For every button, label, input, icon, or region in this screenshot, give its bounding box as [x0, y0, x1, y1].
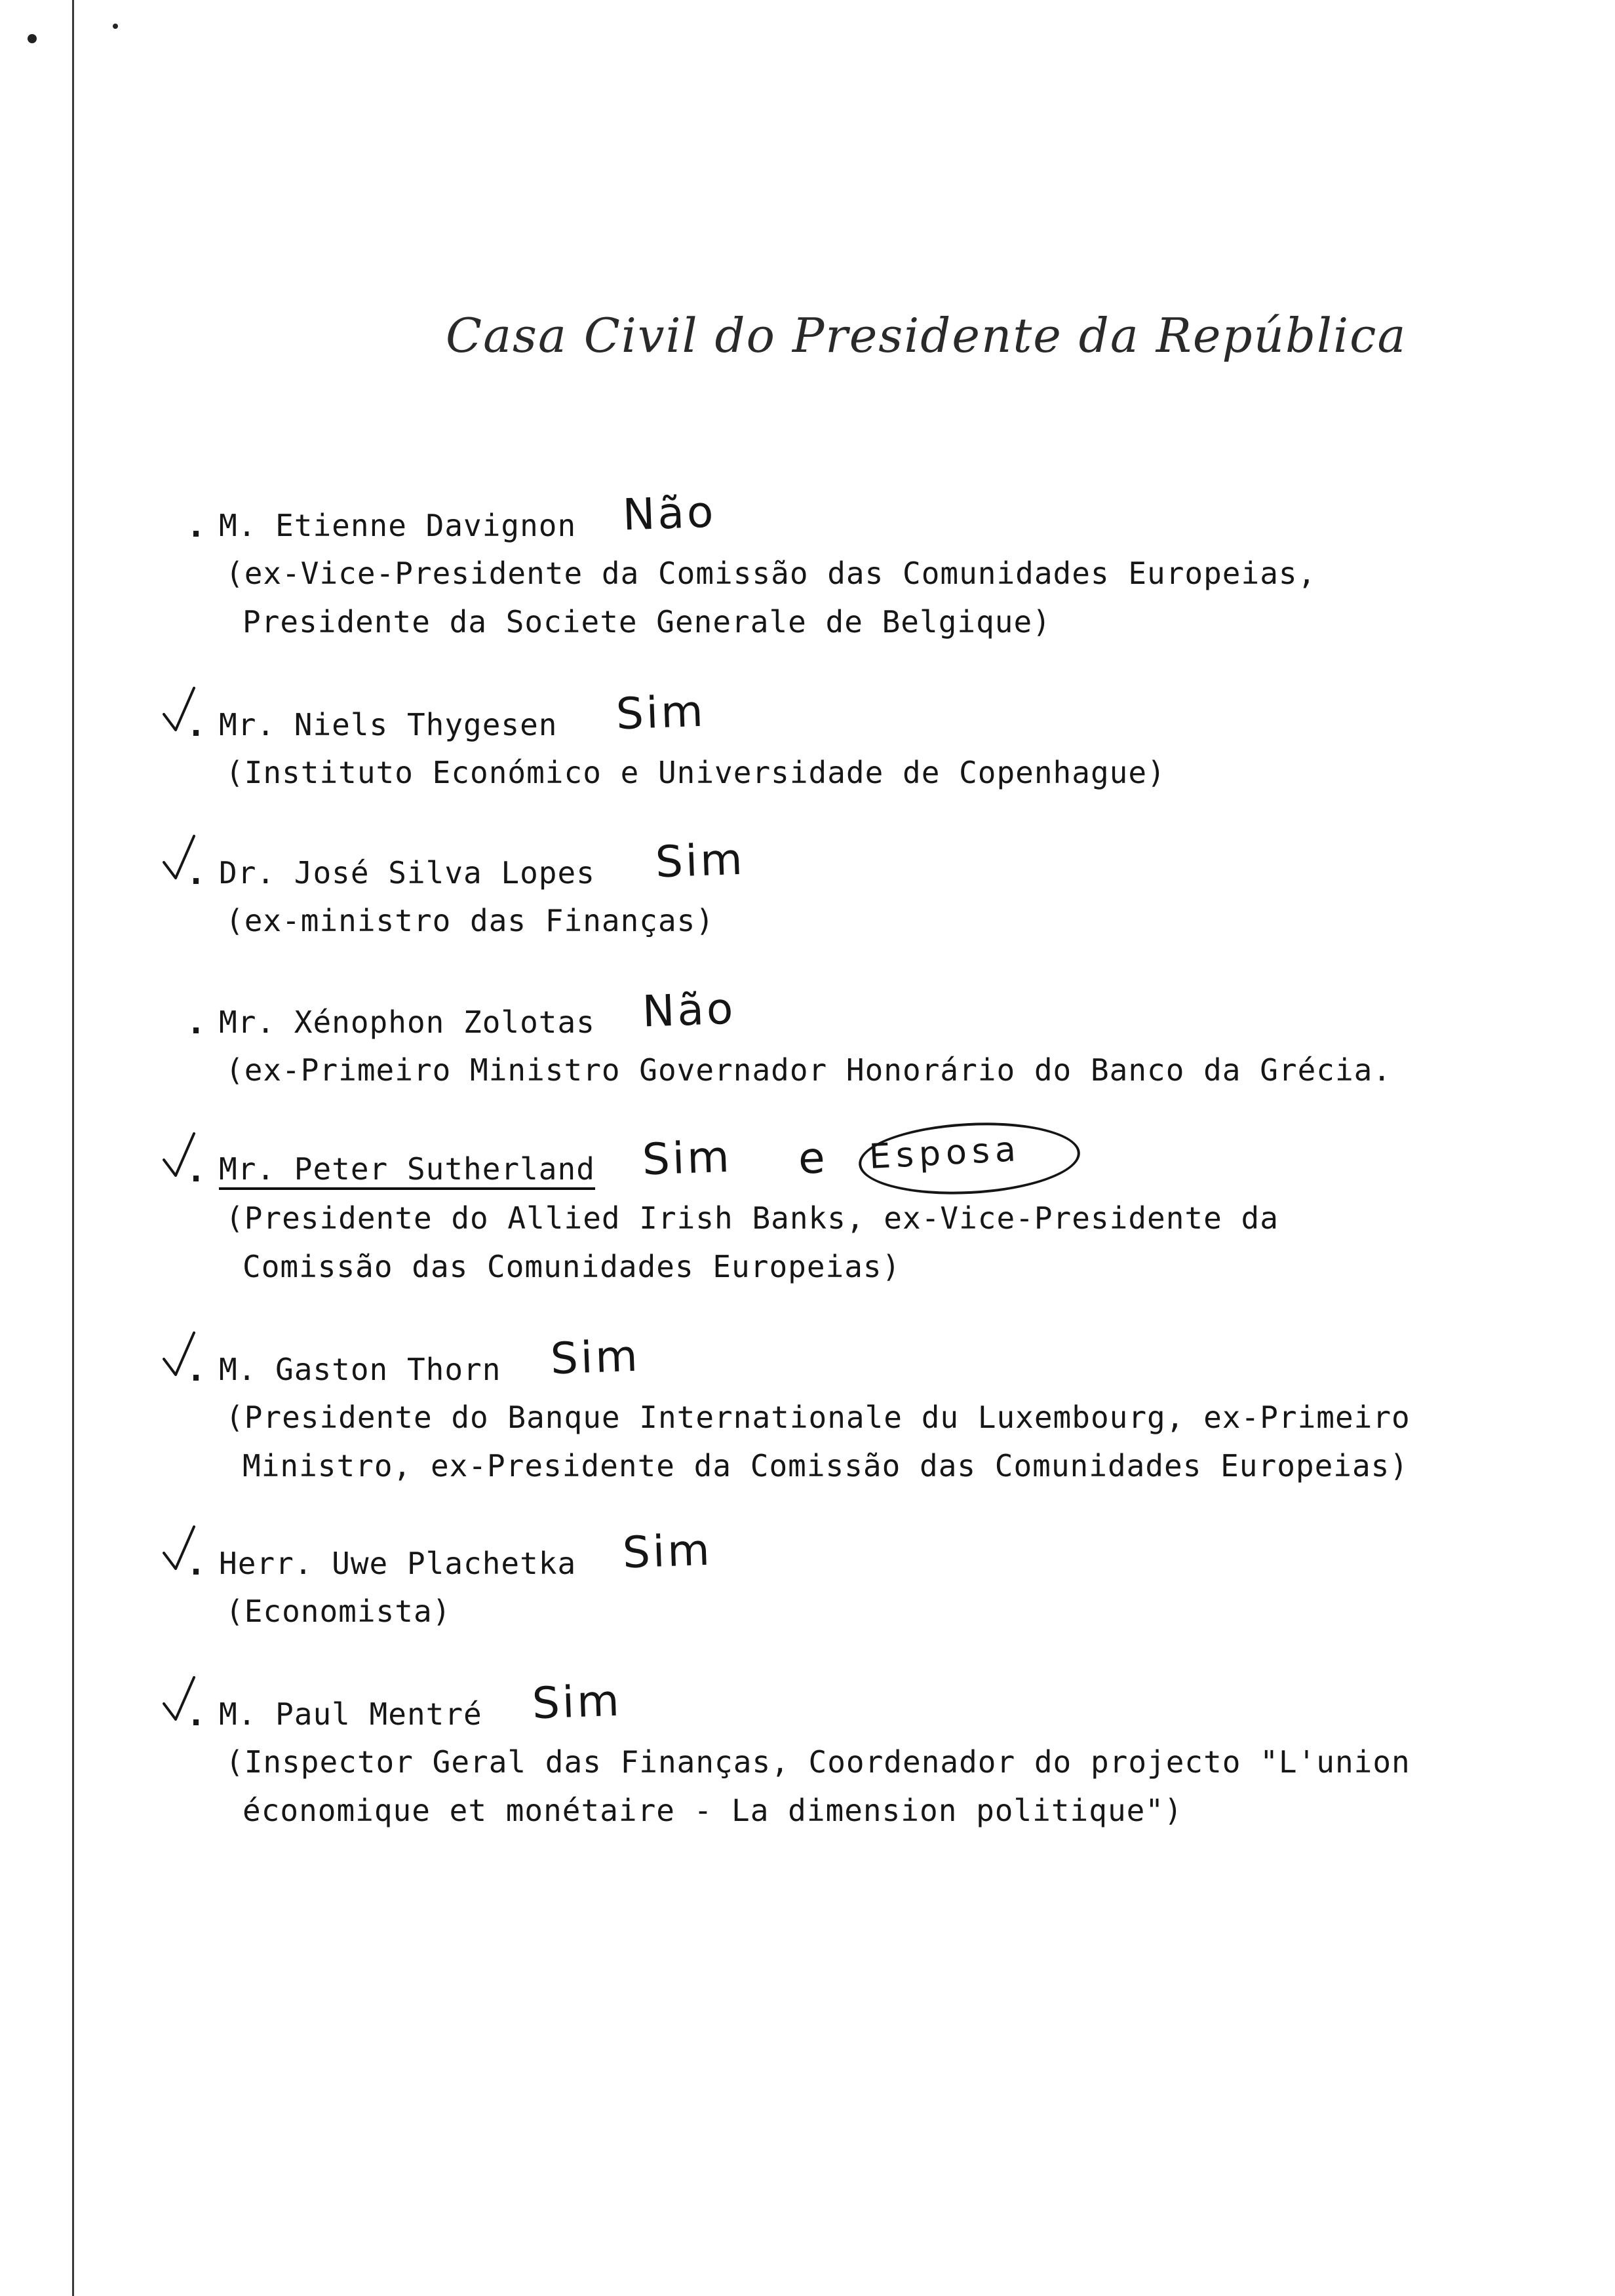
description-line: (ex-Primeiro Ministro Governador Honorário do Banco da Grécia. — [225, 1052, 1392, 1088]
description-line: Comissão das Comunidades Europeias) — [243, 1249, 901, 1284]
handwritten-answer: Não — [621, 486, 717, 541]
description-line: (Presidente do Allied Irish Banks, ex-Vice-Presidente da — [225, 1200, 1279, 1236]
handwritten-answer: Sim — [549, 1330, 641, 1385]
bullet-dot: . — [186, 1695, 206, 1733]
guest-description — [225, 1587, 451, 1636]
scan-speck — [28, 34, 37, 43]
description-line: (Instituto Económico e Universidade de Copenhague) — [225, 755, 1166, 790]
handwritten-answer: Não — [641, 983, 737, 1037]
handwritten-conjunction: e — [797, 1132, 828, 1184]
bullet-dot: . — [186, 1003, 206, 1041]
description-line: (Economista) — [225, 1594, 452, 1629]
description-line: Presidente da Societe Generale de Belgique) — [243, 604, 1051, 640]
guest-name: Mr. Peter Sutherland — [219, 1151, 595, 1190]
description-line: économique et monétaire - La dimension politique") — [243, 1793, 1183, 1828]
guest-description — [225, 1393, 1411, 1490]
description-line: (Presidente do Banque Internationale du Luxembourg, ex-Primeiro — [225, 1400, 1411, 1435]
guest-description — [225, 748, 1166, 797]
description-line: (Inspector Geral das Finanças, Coordenador do projecto "L'union — [225, 1744, 1411, 1780]
guest-description — [225, 1194, 1279, 1291]
bullet-dot: . — [186, 1151, 206, 1189]
guest-name: M. Paul Mentré — [219, 1696, 482, 1732]
guest-description — [225, 1738, 1411, 1835]
handwritten-answer: Sim — [531, 1675, 623, 1729]
bullet-dot: . — [186, 706, 206, 744]
bullet-dot: . — [186, 854, 206, 892]
guest-name: Dr. José Silva Lopes — [219, 855, 595, 890]
description-line: (ex-Vice-Presidente da Comissão das Comunidades Europeias, — [225, 556, 1317, 591]
left-margin-rule — [72, 0, 74, 2296]
handwritten-answer: Sim — [641, 1131, 733, 1185]
guest-description — [225, 1046, 1391, 1094]
bullet-dot: . — [186, 1350, 206, 1388]
handwritten-answer: Sim — [621, 1524, 713, 1578]
scan-speck — [113, 24, 118, 29]
letterhead: Casa Civil do Presidente da República — [446, 308, 1407, 363]
handwritten-answer: Sim — [615, 685, 707, 740]
guest-name: Mr. Xénophon Zolotas — [219, 1004, 595, 1040]
bullet-dot: . — [186, 1544, 206, 1582]
guest-name: M. Etienne Davignon — [219, 508, 577, 543]
handwritten-extra: Esposa — [868, 1129, 1022, 1177]
handwritten-answer: Sim — [654, 833, 746, 888]
guest-name: Mr. Niels Thygesen — [219, 707, 558, 742]
guest-description — [225, 549, 1316, 646]
description-line: Ministro, ex-Presidente da Comissão das Comunidades Europeias) — [243, 1448, 1409, 1483]
guest-name: M. Gaston Thorn — [219, 1352, 501, 1387]
guest-description — [225, 896, 714, 945]
guest-name: Herr. Uwe Plachetka — [219, 1546, 577, 1581]
description-line: (ex-ministro das Finanças) — [225, 903, 715, 938]
bullet-dot: . — [186, 507, 206, 545]
